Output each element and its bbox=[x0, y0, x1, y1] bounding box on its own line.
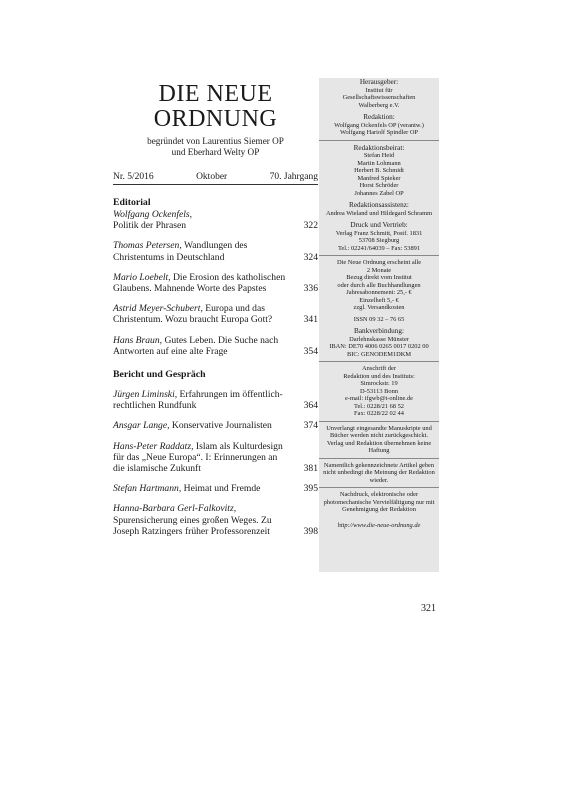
disclaimer-opinions: Namentlich gekennzeichnete Artikel geben nicht unbedingt die Meinung der Redaktion wieder. bbox=[323, 461, 435, 484]
issue-number: Nr. 5/2016 bbox=[113, 172, 154, 182]
toc-entry: Astrid Meyer-Schubert, Europa und das Christentum. Wozu braucht Europa Gott? 341 bbox=[113, 303, 318, 326]
toc-entry: Mario Loebelt, Die Erosion des katholischen Glaubens. Mahnende Worte des Papstes 336 bbox=[113, 271, 318, 295]
disclaimer-manuscripts: Unverlangt eingesandte Manuskripte und Bücher werden nicht zurückgeschickt. Verlag und Redaktion übernehmen keine Haftung bbox=[326, 424, 432, 454]
page-number: 321 bbox=[421, 603, 436, 614]
issue-line bbox=[113, 172, 318, 185]
issue-volume: 70. Jahrgang bbox=[269, 172, 318, 182]
assistance-block: Redaktionsassistenz: Andrea Wieland und Hildegard Schramm bbox=[325, 201, 433, 217]
page-ref: 381 bbox=[303, 463, 318, 475]
page-ref: 341 bbox=[303, 314, 318, 326]
publisher-block: Herausgeber: Institut für Gesellschaftswissenschaften Walberberg e.V. bbox=[342, 78, 416, 109]
disclaimer-reprint: Nachdruck, elektronische oder photomechanische Vervielfältigung nur mit Genehmigung der Redaktion bbox=[323, 491, 435, 513]
address-block: Anschrift der Redaktion und des Instituts: Simrockstr. 19 D-53113 Bonn e-mail: ifgwb@t-online.de Tel.: 0228/21 68 52 Fax: 0228/22 02 44 bbox=[343, 365, 415, 417]
toc-entry: Jürgen Liminski, Erfahrungen im öffentlich-rechtlichen Rundfunk 364 bbox=[113, 389, 318, 412]
page-ref: 324 bbox=[303, 251, 318, 263]
page-ref: 364 bbox=[303, 400, 318, 412]
page-ref: 374 bbox=[303, 420, 318, 432]
subscription-block: Die Neue Ordnung erscheint alle 2 Monate Bezug direkt vom Institut oder durch alle Buchhandlungen Jahresabonnement: 25,- € Einzelheft 5,- € zzgl. Versandkosten bbox=[336, 259, 422, 311]
page-ref: 336 bbox=[303, 283, 318, 295]
editorial-block: Redaktion: Wolfgang Ockenfels OP (verantw.) Wolfgang Hariolf Spindler OP bbox=[334, 113, 424, 136]
toc-entry: Wolfgang Ockenfels, Politik der Phrasen 322 bbox=[113, 209, 318, 232]
journal-title: DIE NEUE ORDNUNG bbox=[153, 81, 278, 132]
founder-line: begründet von Laurentius Siemer OP und Eberhard Welty OP bbox=[147, 136, 284, 157]
page-ref: 395 bbox=[303, 483, 318, 495]
section-heading: Editorial bbox=[113, 197, 151, 208]
website-link[interactable]: http://www.die-neue-ordnung.de bbox=[337, 521, 421, 529]
page-ref: 398 bbox=[303, 525, 318, 537]
table-of-contents bbox=[113, 82, 318, 537]
toc-entry: Hans-Peter Raddatz, Islam als Kulturdesign für das „Neue Europa“. I: Erinnerungen an die islamische Zukunft 381 bbox=[113, 440, 318, 475]
toc-entry: Hans Braun, Gutes Leben. Die Suche nach Antworten auf eine alte Frage 354 bbox=[113, 334, 318, 357]
bank-block: Bankverbindung: Darlehnskasse Münster IBAN: DE70 4006 0265 0017 0202 00 BIC: GENODEM1DKM bbox=[329, 327, 429, 358]
imprint-sidebar bbox=[319, 78, 439, 572]
advisory-board-block: Redaktionsbeirat: Stefan Heid Martin Lohmann Herbert B. Schmidt Manfred Spieker Horst Schröder Johannes Zabel OP bbox=[353, 143, 405, 197]
toc-entry: Ansgar Lange, Konservative Journalisten 374 bbox=[113, 420, 318, 432]
issue-month: Oktober bbox=[196, 172, 228, 182]
page-ref: 322 bbox=[303, 220, 318, 232]
masthead bbox=[113, 82, 318, 158]
page-ref: 354 bbox=[303, 345, 318, 357]
toc-entry: Thomas Petersen, Wandlungen des Christentums in Deutschland 324 bbox=[113, 240, 318, 263]
print-block: Druck und Vertrieb: Verlag Franz Schmitt, Postf. 1831 53708 Siegburg Tel.: 02241/64039 – Fax: 53891 bbox=[335, 221, 423, 252]
issn: ISSN 09 32 – 76 65 bbox=[353, 315, 405, 323]
section-heading: Bericht und Gespräch bbox=[113, 369, 206, 381]
toc-entry: Stefan Hartmann, Heimat und Fremde 395 bbox=[113, 483, 318, 495]
toc-entry: Hanna-Barbara Gerl-Falkovitz, Spurensicherung eines großen Weges. Zu Joseph Ratzingers früher Professorenzeit 398 bbox=[113, 503, 318, 537]
